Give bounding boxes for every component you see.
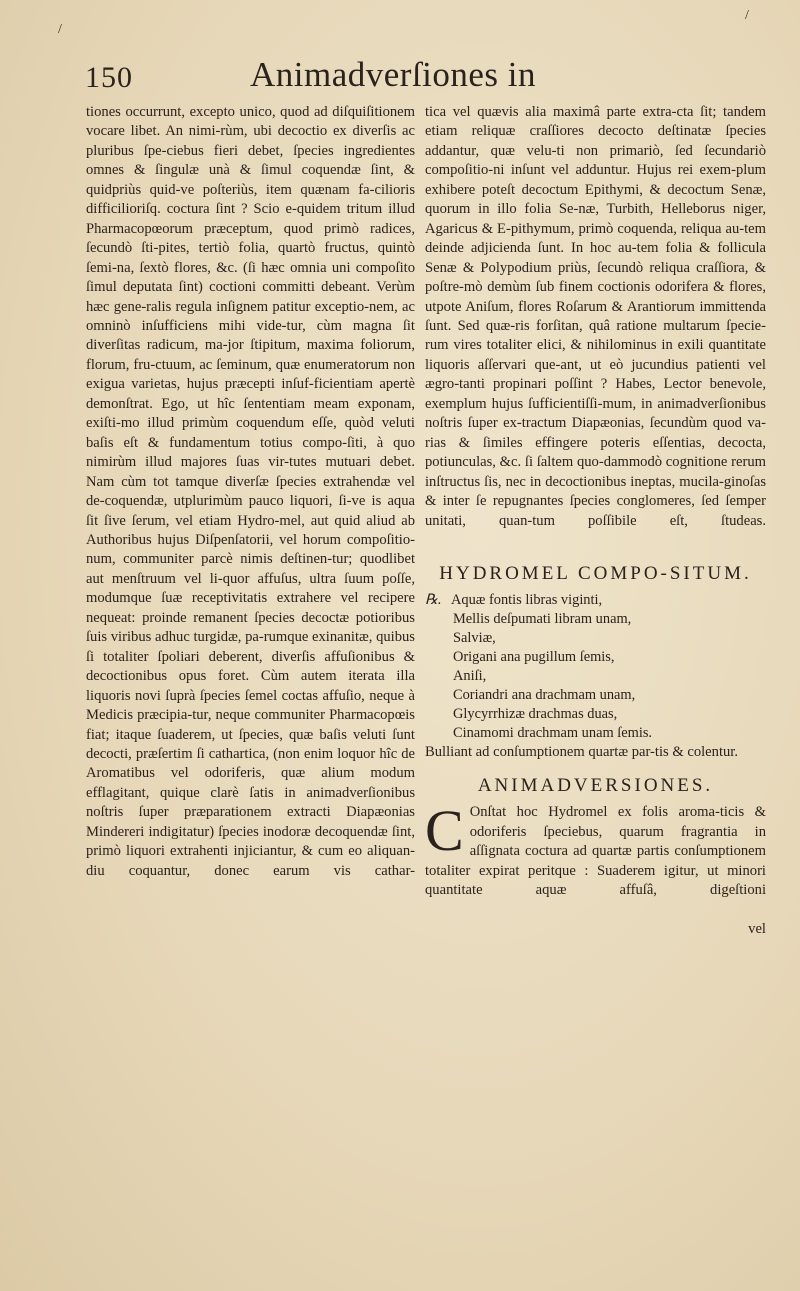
recipe-symbol: ℞. [425,592,442,609]
recipe-item: Mellis deſpumati libram unam, [453,611,632,628]
page-number: 150 [85,61,133,94]
recipe-instruction: Bulliant ad conſumptionem quartæ par-tis & colentur. [425,744,739,761]
paragraph-animadversion [425,798,766,920]
left-column-text: tiones occurrunt, excepto unico, quod ad diſquiſitionem vocare libet. An nimi-rùm, ubi decoctio ex diverſis ac pluribus ſpe-ciebus fieri debet, ſpecies ingredientes omnes & ſingulæ unà & ſimul coquendæ ſint, & quidpriùs quid-ve poſteriùs, item quænam fa-cilioris difficilioriſq. coctura ſint ? Scio e-quidem tritum illud Pharmacopœorum præceptum, quod primò radices, ſecundò ſti-pites, tertiò folia, quartò fructus, quintò ſemi-na, ſextò flores, &c. (ſi hæc omnia uni compoſito ſimul deputata ſint) coctioni committi debeant. Verùm hæc gene-ralis regula inſignem patitur exceptio-nem, ac omninò inſufficiens mihi vide-tur, cùm magna ſit diverſitas radicum, ma-jor ſtipitum, maxima foliorum, florum, fru-ctuum, ac ſeminum, quæ enumeratorum non exigua varietas, hujus præcepti inſuf-ficientiam apertè demonſtrat. Ego, ut hîc ſententiam meam exponam, exiſti-mo illud primùm coquendum eſſe, quòd veluti baſis eſt & fundamentum totius compo-ſiti, à quo nimirùm illud majores ſuas vir-tutes mutuari debet. Nam cùm tot tamque diverſæ ſpecies extrahendæ vel de-coquendæ, utplurimùm pauco liquori, ſi-ve is aqua ſit ſive ſerum, vel etiam Hydro-mel, aut quid aliud ab Authoribus hujus Diſpenſatorii, vel horum compoſitio-num, communiter parcè nimis deſtinen-tur; quodlibet aut menſtruum vel li-quor affuſus, ultra ſuum poſſe, modumque ſuæ receptivitatis extrahere vel recipere nequeat: proinde remanent ſpecies decoctæ potioribus ſuis viribus adhuc turgidæ, pa-rumque exinanitæ, quibus ſi totaliter ſpoliari deberent, diverſis affuſionibus & decoctionibus opus foret. Cùm autem iterata illa liquoris novi ſuprà ſpecies ſemel coctas affuſio, neque à Medicis præcipia-tur, neque communiter Pharmacopœis fiat; itaque ſuaderem, ut ſpecies, quæ baſis veluti ſunt decocti, præſertim ſi cathartica, (non enim loquor hîc de Aromatibus vel odoriferis, quæ alium modum efflagitant, quique clarè ſatis in animadverſionibus noſtris ſuper præparationem extracti Diapæonias Mindereri indigitatur) ſpecies inodoræ decoquendæ ſint, primò liquori extrahenti injiciantur, & cum eo aliquan-diu coquantur, donec earum vis cathar- [86,104,415,879]
page-header [85,55,775,99]
recipe-item: Origani ana pugillum ſemis, [453,649,615,666]
ink-mark: / [58,22,62,37]
section-heading-hydromel: HYDROMEL COMPO-SITUM. [439,563,752,585]
section-heading-animadversiones: ANIMADVERSIONES. [477,775,714,797]
recipe-item: Salviæ, [453,630,496,647]
recipe-item: Glycyrrhizæ drachmas duas, [453,706,618,723]
paragraph-decoction-order: tica vel quævis alia maximâ parte extra-cta ſit; tandem etiam reliquæ craſſiores decocto deſtinatæ ſpecies addantur, quæ velu-ti non primariò, ſed ſecundariò compoſitio-ni inſunt vel adduntur. Hujus rei exem-plum exhibere poteſt decoctum Epithymi, & decoctum Senæ, quorum in illo folia Se-næ, Turbith, Helleborus niger, Agaricus & E-pithymum, primò coquenda, reliqua au-tem deinde adjicienda ſunt. In hoc au-tem folia & follicula Senæ & Polypodium priùs, ſecundò reliqua craſſiora, & poſtre-mò demùm ſub finem coctionis odorifera & flores, utpote Aniſum, flores Roſarum & Arantiorum immittenda ſunt. Sed quæ-ris forſitan, quâ ratione multarum ſpecie-rum vires totaliter elici, & nihilominus in exili quantitate liquoris aſſervari que-ant, ut eò jucundius patienti vel ægro-tanti propinari poſſint ? Habes, Lector benevole, exemplum hujus ſufficientiſſi-mum, in animadverſionibus noſtris ſuper ex-tractum Diapæonias, ſecundùm quod va-rias & ſimiles effingere poteris eſſentias, decocta, potiunculas, &c. ſi ſaltem quo-dammodò cognitione rerum inſtructus ſis, nec in decoctionibus ineptas, mucila-ginoſas & inter ſe repugnantes ſpecies conglomeres, ſed ſemper unitati, quan-tum poſſibile eſt, ſtudeas. [425,104,766,529]
ink-mark: / [745,8,749,23]
recipe-item-text: Aquæ fontis libras viginti, [451,592,603,609]
running-head: Animadverſiones in [250,55,537,94]
drop-cap: C [425,798,464,864]
right-column [425,103,766,940]
recipe-item [425,591,766,610]
paragraph-animadversion-text: Onſtat hoc Hydromel ex folis aroma-ticis & odoriferis ſpeciebus, quarum fragrantia in aſſignata coctura ad quartæ partis conſumptionem totaliter expirat peritque : Suaderem igitur, ut minori quantitate aquæ affuſâ, digeſtioni [425,804,766,899]
catchword: vel [748,921,766,938]
recipe-list [425,591,766,743]
recipe-item: Cinamomi drachmam unam ſemis. [453,725,653,742]
recipe-item: Aniſi, [453,668,487,685]
recipe-item: Coriandri ana drachmam unam, [453,687,636,704]
left-column [86,103,415,901]
